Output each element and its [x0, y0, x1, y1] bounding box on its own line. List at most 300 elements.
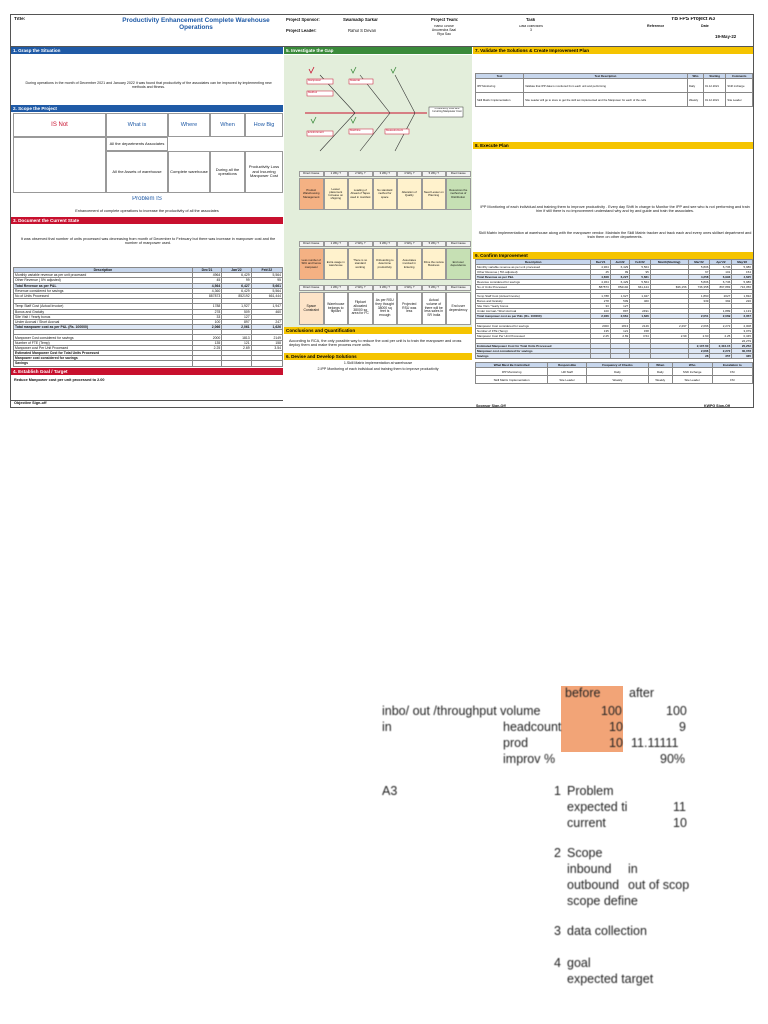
- table-cell: Estimated Manpower Cost for Total Units Processed: [476, 343, 591, 348]
- table-cell: 1813: [222, 335, 251, 340]
- notes-volume-label: inbo/ out /throughput volume: [382, 704, 541, 718]
- problem-text: Enhancement of complete operations to increase the productivity of all the associates: [75, 209, 219, 213]
- table-row: [476, 368, 753, 376]
- why-cell: There is no standard working: [348, 248, 373, 280]
- notes-headcount-before: 10: [609, 720, 623, 734]
- table-cell: 2,066: [688, 323, 710, 328]
- table-cell: 716,056: [732, 285, 753, 290]
- notes-step4-title: goal: [567, 956, 591, 970]
- table-cell: 1,947: [251, 304, 282, 309]
- current-state-table: [13, 267, 283, 367]
- notes-step1-expected: expected ti: [567, 800, 628, 814]
- table-cell: Starting: [703, 74, 725, 79]
- table-cell: 154: [732, 270, 753, 275]
- table-cell: 509: [610, 299, 629, 304]
- table-cell: 247: [251, 319, 282, 324]
- table-cell: FM: [712, 376, 752, 384]
- table-cell: 95: [251, 278, 282, 283]
- table-cell: 01.12.2021: [703, 79, 725, 93]
- table-cell: 1813: [610, 323, 629, 328]
- table-cell: Site Leader: [726, 93, 753, 107]
- table-cell: Site Visit / Yearly bonus: [476, 304, 591, 309]
- table-cell: 2,272: [710, 348, 732, 353]
- table-cell: 852192: [610, 285, 629, 290]
- table-cell: 1,927: [222, 304, 251, 309]
- table-cell: 2,107.60: [688, 343, 710, 348]
- table-cell: 67: [688, 270, 710, 275]
- table-cell: 897,883: [710, 285, 732, 290]
- table-cell: 2,066: [688, 348, 710, 353]
- table-cell: HR Staff: [548, 368, 587, 376]
- why-cell: Extra usage in warehouse: [324, 248, 349, 280]
- why-cell: End user dependency: [446, 292, 471, 325]
- section-grasp: 1. Grasp the Situation: [11, 47, 283, 54]
- notes-step2-outbound-value: out of scop: [628, 878, 690, 892]
- table-cell: Responsible: [548, 363, 587, 368]
- table-cell: 3,079: [732, 328, 753, 333]
- table-cell: 5,806: [688, 265, 710, 270]
- why-cell: End user dependence: [446, 248, 471, 280]
- why-header-cell: 2 Why ?: [348, 171, 373, 177]
- table-cell: 4,364: [591, 280, 610, 285]
- why-cell: Alteration of Quality: [397, 178, 422, 210]
- table-cell: 2491: [630, 309, 651, 314]
- sponsor-label: Project Sponsor:: [286, 18, 320, 22]
- table-cell: 2,069: [710, 314, 732, 319]
- table-cell: 6,993: [710, 275, 732, 280]
- table-cell: $36,156: [650, 285, 688, 290]
- table-cell: 0,345: [732, 333, 753, 338]
- table-cell: Other Revenue ( 5% adjusted): [476, 270, 591, 275]
- scope-how-big: How Big: [245, 113, 283, 137]
- fishbone-effect: Productivity Loss and Incurring Manpower Cost: [432, 108, 462, 113]
- notes-step4-expected-target: expected target: [567, 972, 654, 986]
- grasp-text: During operations in the month of December 2021 and January 2022 it was found that productivity of the associates can be improved by implementing new methods and fitness.: [25, 81, 272, 90]
- notes-before: before: [565, 686, 601, 700]
- table-cell: Manpower cost considered for savings: [476, 348, 591, 353]
- section-confirm: 9. Confirm Improvement: [473, 252, 754, 259]
- table-cell: [251, 361, 282, 366]
- table-cell: 6,427: [222, 283, 251, 288]
- task-value: Data collections 3: [519, 25, 543, 32]
- why-header-cell: 4 Why ?: [397, 171, 422, 177]
- notes-step1-current: current: [567, 816, 606, 830]
- why-header-cell: 1 Why ?: [324, 241, 349, 247]
- table-cell: 5,661: [630, 275, 651, 280]
- table-cell: Test Description: [524, 74, 688, 79]
- table-cell: 4,258: [688, 275, 710, 280]
- notes-step2-num: 2: [554, 846, 561, 860]
- table-cell: 2,051: [688, 314, 710, 319]
- table-cell: 335: [732, 353, 753, 358]
- table-cell: 4964: [192, 273, 221, 278]
- table-cell: 5,564: [251, 288, 282, 293]
- table-cell: 33: [591, 304, 610, 309]
- table-cell: Mar'22: [688, 260, 710, 265]
- table-cell: 3.54: [251, 345, 282, 350]
- table-cell: When: [648, 363, 672, 368]
- table-cell: Revenue considered for savings: [14, 288, 193, 293]
- table-cell: Daily: [687, 79, 703, 93]
- table-cell: 121: [610, 328, 629, 333]
- why-cell: Resources the method as of Distribution: [446, 178, 471, 210]
- section-solutions: 6. Devise and Develop Solutions: [284, 353, 472, 360]
- notes-prod-label: prod: [503, 736, 529, 750]
- table-cell: Total Revenue as per P&L: [476, 275, 591, 280]
- table-cell: Weekly: [586, 376, 648, 384]
- table-cell: 2000: [591, 323, 610, 328]
- table-cell: Daily: [586, 368, 648, 376]
- table-cell: May'22: [732, 260, 753, 265]
- table-cell: 4,564: [192, 283, 221, 288]
- table-cell: Number of FTE (Temp): [14, 340, 193, 345]
- table-cell: Monthly variable revenue as per unit processed: [476, 265, 591, 270]
- table-row: [476, 93, 753, 107]
- table-cell: Savings: [14, 361, 193, 366]
- table-cell: Manpower Cost considered for savings: [14, 335, 193, 340]
- fishbone-label-2: Method: [308, 91, 318, 94]
- table-cell: 4,360: [192, 288, 221, 293]
- table-cell: Test: [476, 74, 524, 79]
- table-cell: Jan'22: [222, 268, 251, 273]
- table-cell: 5,986: [732, 265, 753, 270]
- table-cell: Manpower Cost considered for savings: [476, 323, 591, 328]
- why-cell: As per RSU they thought 38000 sq feet is enough: [373, 292, 398, 325]
- table-cell: Daily: [648, 368, 672, 376]
- table-cell: Site Leader: [672, 376, 712, 384]
- table-cell: Frequency of Checks: [586, 363, 648, 368]
- table-cell: Manpower cost considered for savings: [14, 356, 193, 361]
- solution-1: 1.Skill Matrix implementation at warehouse: [343, 361, 413, 365]
- table-cell: 45: [192, 278, 221, 283]
- table-cell: 278: [192, 309, 221, 314]
- table-cell: Weekly: [687, 93, 703, 107]
- table-cell: 1,860: [688, 294, 710, 299]
- table-cell: Site Leader will go to store to get the skill set implemented and the Manpower for each of the cells: [524, 93, 688, 107]
- table-cell: Dec'21: [591, 260, 610, 265]
- notes-step2-inbound: inbound: [567, 862, 612, 876]
- table-cell: Total manpower cost as per P&L (Rs. 100000): [14, 325, 193, 330]
- table-cell: 95: [630, 270, 651, 275]
- why-header-cell: 3 Why ?: [373, 171, 398, 177]
- notes-prod-after: 11.11111: [631, 736, 679, 750]
- table-cell: 01.12.2021: [703, 93, 725, 107]
- notes-step1-expected-value: 11: [673, 800, 686, 814]
- table-row: [14, 361, 283, 366]
- table-cell: 5,564: [630, 265, 651, 270]
- table-cell: Total manpower cost as per P&L (Rs. 100000): [476, 314, 591, 319]
- why-header-cell: 2 Why ?: [348, 285, 373, 291]
- table-cell: Monthly variable revenue as per unit processed: [14, 273, 193, 278]
- table-cell: IPP Monitoring: [476, 79, 524, 93]
- why-cell: Loading of Ahead of Tapes used in manifest: [348, 178, 373, 210]
- task-label: Task: [526, 18, 536, 22]
- table-cell: 6,736: [710, 280, 732, 285]
- table-cell: 2,661: [610, 314, 629, 319]
- title-label: Title:: [14, 17, 26, 22]
- table-cell: 1,788: [591, 294, 610, 299]
- table-cell: Temp Staff Cost (Actual Invoice): [476, 294, 591, 299]
- table-cell: 6,227: [610, 275, 629, 280]
- table-cell: 2,057: [732, 314, 753, 319]
- why-cell: Lesser placement Increase on shipping: [324, 178, 349, 210]
- why-header-cell: Direct Cause: [299, 171, 324, 177]
- table-cell: 127: [222, 314, 251, 319]
- page-title: Productivity Enhancement Complete Warehouse Operations: [122, 17, 270, 32]
- table-cell: 460: [251, 309, 282, 314]
- table-cell: 99: [222, 278, 251, 283]
- table-cell: Comments: [726, 74, 753, 79]
- table-cell: 2000: [192, 335, 221, 340]
- table-cell: 45: [591, 270, 610, 275]
- section-goal: 4. Establish Goal / Target: [11, 368, 283, 375]
- table-cell: [650, 353, 688, 358]
- table-cell: 5,806: [688, 280, 710, 285]
- table-cell: 2.25: [192, 345, 221, 350]
- date-label: Date: [701, 24, 709, 28]
- date-value: 19-May-22: [715, 34, 737, 39]
- why-cell: No standard method for space: [373, 178, 398, 210]
- table-cell: [610, 353, 629, 358]
- table-cell: 2027: [710, 294, 732, 299]
- why-cell: Warehouse belongs to flipkart: [324, 292, 349, 325]
- table-cell: 2.25: [591, 333, 610, 338]
- scope-where: Where: [168, 113, 210, 137]
- scope-when: When: [210, 113, 245, 137]
- table-cell: 1788: [192, 304, 221, 309]
- table-cell: 509: [222, 309, 251, 314]
- why-header-cell: 3 Why ?: [373, 241, 398, 247]
- notes-volume-before: 100: [601, 704, 622, 718]
- table-cell: [630, 353, 651, 358]
- table-cell: Under Accrual / Short Accrual: [14, 319, 193, 324]
- table-cell: 278: [591, 299, 610, 304]
- notes-headcount-label: headcount: [503, 720, 562, 734]
- kwpg-signoff: KWPG Sign-Off: [704, 404, 731, 408]
- why-cell: Projected RSU was less: [397, 292, 422, 325]
- table-cell: Other Revenue ( 5% adjusted): [14, 278, 193, 283]
- notes-volume-after: 100: [666, 704, 687, 718]
- table-cell: 100: [192, 319, 221, 324]
- scope-row2-howbig: Productivity Loss and Incurring Manpower Cost: [245, 151, 283, 193]
- table-cell: [222, 361, 251, 366]
- table-cell: 33: [192, 314, 221, 319]
- project-code: YB FPS Project A3: [671, 17, 715, 22]
- table-cell: 22,279: [732, 338, 753, 343]
- table-cell: 5,986: [732, 280, 753, 285]
- table-cell: 4,964: [591, 265, 610, 270]
- execute-text-1: IPP Monitoring of each individual and training them to improve productivity . Every day Shift In charge to Monitor the IPP and see who is not performing and train him if still there is no improvement understand why and try and guide and train the associates.: [480, 205, 750, 214]
- table-cell: 5,564: [251, 273, 282, 278]
- table-cell: Escalation to: [712, 363, 752, 368]
- notes-improv-value: 90%: [660, 752, 686, 766]
- table-cell: 100: [591, 309, 610, 314]
- table-cell: IPP Monitoring: [476, 368, 548, 376]
- leader-label: Project Leader:: [286, 29, 317, 33]
- notes-step2-title: Scope: [567, 846, 603, 860]
- solution-2: 2.IPP Monitoring of each individual and training them to improve productivity: [317, 367, 439, 371]
- confirm-table: [475, 259, 753, 359]
- execute-text-2: Skill Matrix implementation at warehouse along with the manpower vendor. Maintain the Skill Matrix tracker and track each and every ones skillset department and train them on other departments.: [478, 231, 752, 240]
- table-cell: Bonus and Gratuity: [14, 309, 193, 314]
- sponsor-signoff: Sponsor Sign-Off: [476, 404, 506, 408]
- goal-text: Reduce Manpower cost per unit processed to 2.00: [14, 378, 105, 382]
- table-cell: 6,429: [222, 288, 251, 293]
- table-cell: 99: [610, 270, 629, 275]
- table-cell: Bonus and Gratuity: [476, 299, 591, 304]
- table-cell: Description: [476, 260, 591, 265]
- fishbone-label-1: Manpower: [308, 79, 322, 82]
- table-cell: 887873: [591, 285, 610, 290]
- table-cell: 30,078: [732, 348, 753, 353]
- fishbone-label-5: Environment: [308, 131, 324, 134]
- scope-row2-when: During all the operations: [210, 151, 245, 193]
- why-header-cell: 5 Why ?: [422, 171, 447, 177]
- table-cell: Feb'22: [251, 268, 282, 273]
- table-cell: Shift incharge: [726, 79, 753, 93]
- table-cell: Dec'21: [192, 268, 221, 273]
- why-cell: Flipkart allocated 38000 sq area for FC: [348, 292, 373, 325]
- why-header-cell: 3 Why ?: [373, 285, 398, 291]
- notes-step3-title: data collection: [567, 924, 647, 938]
- table-row: [476, 353, 753, 358]
- table-cell: 2149: [251, 335, 282, 340]
- table-cell: 1,889: [710, 309, 732, 314]
- table-cell: 2.60: [688, 333, 710, 338]
- notes-improv-label: improv %: [503, 752, 556, 766]
- table-cell: 6,429: [222, 273, 251, 278]
- section-scope: 2. Scope the Project: [11, 105, 283, 112]
- table-cell: 4,625: [732, 275, 753, 280]
- table-cell: Skill Matrix Implementation: [476, 376, 548, 384]
- why-header-cell: Root Cause: [446, 241, 471, 247]
- table-cell: Who: [687, 74, 703, 79]
- table-cell: 2.25: [710, 333, 732, 338]
- table-cell: 897: [610, 309, 629, 314]
- why-cell: Need Lesser on Planning: [422, 178, 447, 210]
- why-cell: Less number of SKU and hence manpower: [299, 248, 324, 280]
- table-cell: Site Visit / Yearly bonus: [14, 314, 193, 319]
- table-cell: Jan'22: [610, 260, 629, 265]
- objective-signoff: Objective Sign-off: [14, 401, 47, 405]
- table-cell: 2,061: [222, 325, 251, 330]
- notes-step2-inbound-value: in: [628, 862, 638, 876]
- table-cell: Weekly: [648, 376, 672, 384]
- section-execute: 8. Execute Plan: [473, 142, 754, 149]
- problem-is-label: Problem IS: [132, 196, 162, 202]
- sponsor-name: Swamadip Sarkar: [343, 18, 378, 22]
- control-table: [475, 362, 753, 384]
- table-cell: 220: [732, 299, 753, 304]
- table-cell: 2,066: [192, 325, 221, 330]
- table-cell: 460: [630, 299, 651, 304]
- table-cell: 158: [630, 328, 651, 333]
- table-cell: 1,947: [630, 294, 651, 299]
- why-header-cell: 4 Why ?: [397, 285, 422, 291]
- validate-table: [475, 73, 753, 107]
- table-cell: Feb'22: [630, 260, 651, 265]
- table-cell: 2,404.15: [710, 343, 732, 348]
- table-cell: 6,736: [710, 265, 732, 270]
- table-cell: 661,444: [251, 293, 282, 298]
- table-cell: 1,626: [251, 325, 282, 330]
- why-header-cell: 1 Why ?: [324, 171, 349, 177]
- table-cell: 1,133: [732, 309, 753, 314]
- table-cell: 357: [710, 353, 732, 358]
- notes-step2-scope-define: scope define: [567, 894, 638, 908]
- table-cell: 158: [251, 340, 282, 345]
- why-header-cell: Direct Cause: [299, 285, 324, 291]
- table-cell: 1,832: [732, 294, 753, 299]
- notes-step4-num: 4: [554, 956, 561, 970]
- table-cell: Apr'22: [710, 260, 732, 265]
- table-cell: 2149: [630, 323, 651, 328]
- table-cell: Temp Staff Cost (Actual Invoice): [14, 304, 193, 309]
- table-cell: 6,429: [610, 280, 629, 285]
- table-cell: Savings: [476, 353, 591, 358]
- notes-step2-outbound: outbound: [567, 878, 620, 892]
- why-header-cell: Direct Cause: [299, 241, 324, 247]
- table-cell: 3.54: [630, 333, 651, 338]
- notes-after: after: [629, 686, 655, 700]
- table-cell: Description: [14, 268, 193, 273]
- table-cell: 2,008: [732, 323, 753, 328]
- section-current-state: 3. Document the Current State: [11, 217, 283, 224]
- table-cell: What Must Be Controlled: [476, 363, 548, 368]
- why-header-cell: 4 Why ?: [397, 241, 422, 247]
- why-cell: Associates involved in Entering: [397, 248, 422, 280]
- table-cell: FM: [712, 368, 752, 376]
- table-cell: 28: [688, 353, 710, 358]
- table-cell: 339: [688, 299, 710, 304]
- notes-in: in: [382, 720, 392, 734]
- table-cell: 5,564: [630, 280, 651, 285]
- table-cell: [591, 353, 610, 358]
- a3-sheet: [10, 14, 754, 408]
- why-cell: Drive the review Business: [422, 248, 447, 280]
- notes-step1-title: Problem: [567, 784, 614, 798]
- table-cell: 4,608: [591, 275, 610, 280]
- table-cell: Who: [672, 363, 712, 368]
- team-members: Rahul Ghose Anuvendra Saal Riya Sau: [431, 25, 457, 36]
- notes-headcount-after: 9: [679, 720, 686, 734]
- why-cell: Product Warehousing Management: [299, 178, 324, 210]
- why-header-cell: 2 Why ?: [348, 241, 373, 247]
- current-state-text: It was observed that number of units processed was decreasing from month of December to February but there was increase in manpower cost and the number of manpower used.: [20, 237, 276, 246]
- table-cell: 2.69: [222, 345, 251, 350]
- table-cell: Shift Incharge: [672, 368, 712, 376]
- table-cell: 2,272: [710, 323, 732, 328]
- table-cell: 5,661: [251, 283, 282, 288]
- fishbone-label-4: Machine: [350, 129, 361, 132]
- table-cell: No of Units Processed: [14, 293, 193, 298]
- why-header-cell: 5 Why ?: [422, 285, 447, 291]
- why-header-cell: Root Cause: [446, 285, 471, 291]
- table-cell: 121: [222, 340, 251, 345]
- scope-row1-what: All the departments Associates: [106, 137, 168, 151]
- table-cell: 897: [222, 319, 251, 324]
- table-cell: Estimated Manpower Cost for Total Units Processed: [14, 351, 193, 356]
- why-cell: Space Constraint: [299, 292, 324, 325]
- why-header-cell: Root Cause: [446, 171, 471, 177]
- table-cell: 101: [710, 270, 732, 275]
- why-cell: Onboarding to determine productivity: [373, 248, 398, 280]
- table-cell: 661,444: [630, 285, 651, 290]
- why-cell: Actual volume of there will be less sales in SR India: [422, 292, 447, 325]
- table-cell: Manpower cost Per Unit Processed: [14, 345, 193, 350]
- table-cell: 2.99: [650, 333, 688, 338]
- table-cell: 2,066: [591, 314, 610, 319]
